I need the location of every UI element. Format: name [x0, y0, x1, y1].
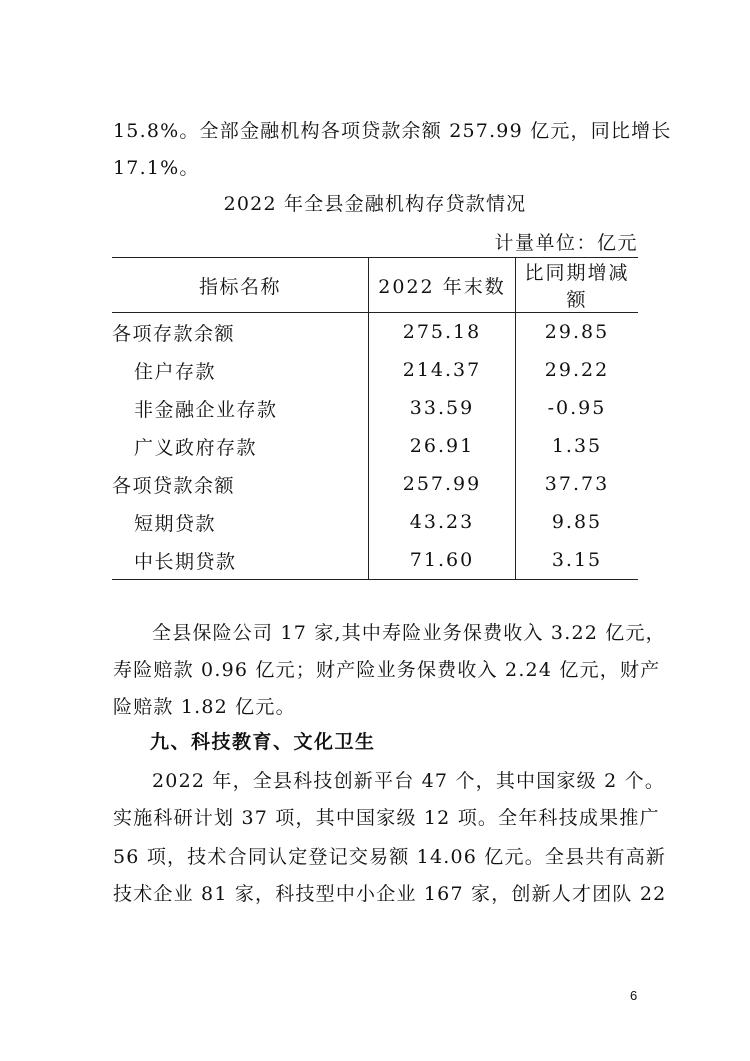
row-value: 257.99: [369, 465, 516, 503]
section-heading: 九、科技教育、文化卫生: [150, 731, 376, 753]
tech-line-4: 技术企业 81 家，科技型中小企业 167 家，创新人才团队 22: [113, 883, 667, 905]
row-name: 非金融企业存款: [112, 389, 369, 427]
row-name: 广义政府存款: [112, 427, 369, 465]
tech-line-1: 2022 年，全县科技创新平台 47 个，其中国家级 2 个。: [152, 770, 666, 792]
row-value: 33.59: [369, 389, 516, 427]
table-header-row: [112, 258, 638, 313]
table-row: [112, 351, 638, 389]
table-row: [112, 427, 638, 465]
table-row: [112, 503, 638, 541]
header-year-end-value: 2022 年末数: [369, 258, 516, 313]
row-value: 71.60: [369, 541, 516, 580]
row-value: 43.23: [369, 503, 516, 541]
insurance-line-1: 全县保险公司 17 家,其中寿险业务保费收入 3.22 亿元，: [152, 622, 666, 644]
table-unit: 计量单位：亿元: [494, 232, 638, 254]
table-row: [112, 541, 638, 580]
row-change: 37.73: [544, 473, 610, 495]
insurance-line-3: 险赔款 1.82 亿元。: [113, 696, 296, 718]
row-value: 275.18: [369, 313, 516, 352]
row-value: 26.91: [369, 427, 516, 465]
row-name: 中长期贷款: [112, 541, 369, 580]
row-change: 3.15: [516, 541, 639, 580]
table-row: [112, 465, 638, 503]
row-name: 各项贷款余额: [112, 465, 369, 503]
tech-line-2: 实施科研计划 37 项，其中国家级 12 项。全年科技成果推广: [113, 807, 660, 829]
table-row: [112, 389, 638, 427]
insurance-line-2: 寿险赔款 0.96 亿元；财产险业务保费收入 2.24 亿元，财产: [113, 659, 661, 681]
row-name: 短期贷款: [112, 503, 369, 541]
row-name: 各项存款余额: [112, 313, 369, 352]
row-change: 29.85: [544, 321, 610, 343]
deposit-loan-table: [112, 257, 638, 580]
tech-line-3: 56 项，技术合同认定登记交易额 14.06 亿元。全县共有高新: [113, 846, 667, 868]
header-indicator-name: 指标名称: [112, 258, 369, 313]
intro-line-1: 15.8%。全部金融机构各项贷款余额 257.99 亿元，同比增长: [113, 120, 672, 142]
row-value: 214.37: [369, 351, 516, 389]
row-name: 住户存款: [112, 351, 369, 389]
intro-line-2: 17.1%。: [113, 157, 200, 179]
row-change: 1.35: [551, 435, 603, 457]
row-change: 29.22: [544, 359, 610, 381]
row-change: 9.85: [551, 511, 603, 533]
header-yoy-change: 比同期增减额: [516, 258, 639, 313]
table-title: 2022 年全县金融机构存贷款情况: [223, 193, 527, 215]
page-number: 6: [630, 988, 638, 1003]
row-change: -0.95: [547, 397, 607, 419]
table-row: [112, 313, 638, 352]
